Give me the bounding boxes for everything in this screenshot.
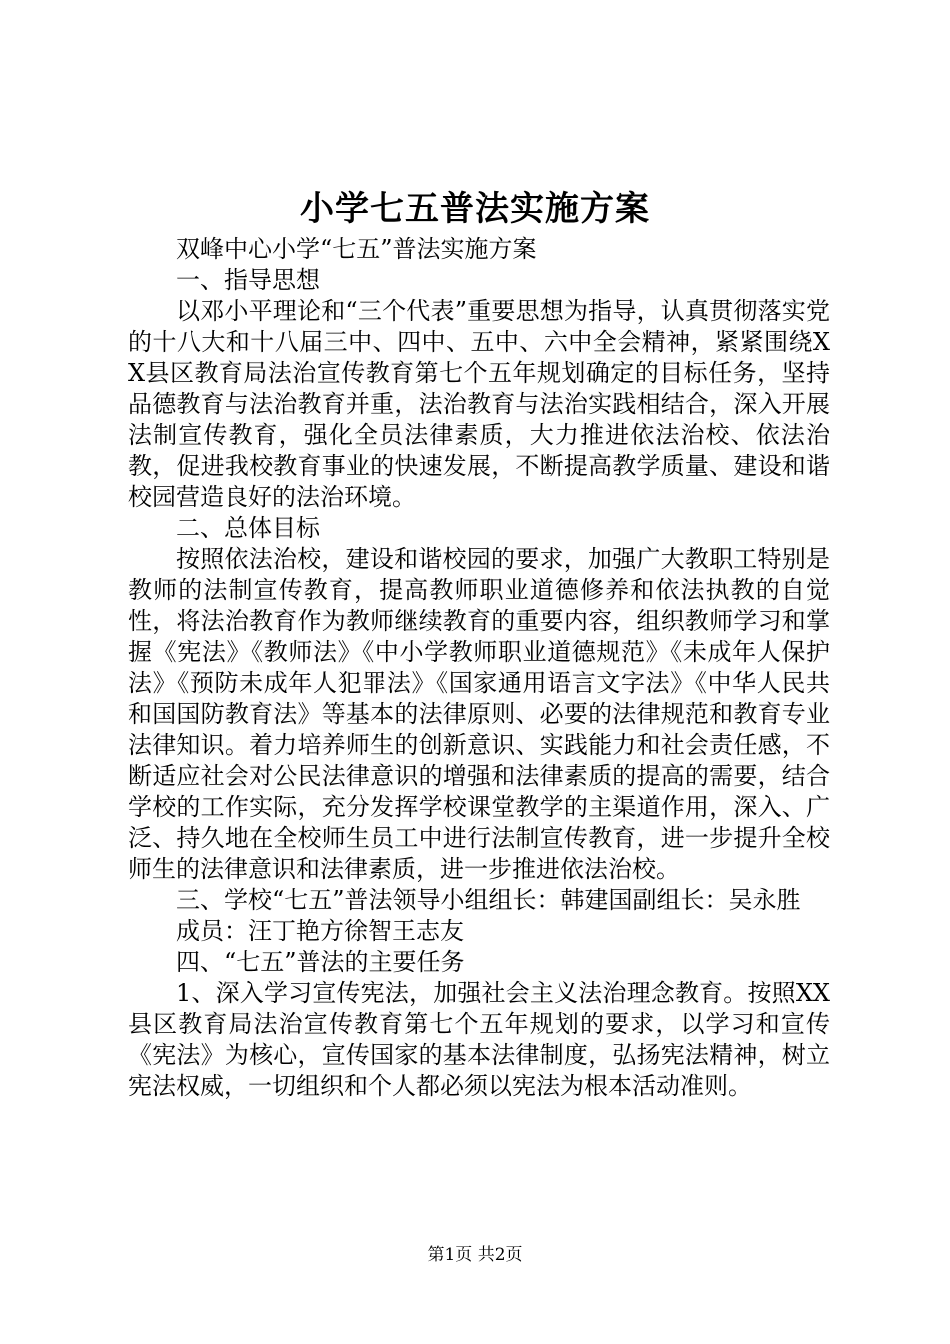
section-heading: 二、总体目标 — [176, 514, 320, 542]
section-heading: 四、“七五”普法的主要任务 — [176, 948, 465, 976]
body-paragraph: 以邓小平理论和“三个代表”重要思想为指导，认真贯彻落实党的十八大和十八届三中、四中、五中、六中全会精神，紧紧围绕XX县区教育局法治宣传教育第七个五年规划确定的目标任务，坚持品德教育与法治教育并重，法治教育与法治实践相结合，深入开展法制宣传教育，强化全员法律素质，大力推进依法治校、依法治教，促进我校教育事业的快速发展，不断提高教学质量、建设和谐校园营造良好的法治环境。 — [128, 297, 830, 511]
section-heading: 三、学校“七五”普法领导小组组长：韩建国副组长：吴永胜 — [176, 886, 801, 914]
document-body — [128, 234, 830, 1102]
document-title: 小学七五普法实施方案 — [300, 189, 650, 229]
body-paragraph: 成员：汪丁艳方徐智王志友 — [176, 917, 464, 945]
page-footer: 第1页 共2页 — [427, 1245, 523, 1265]
body-paragraph: 1、深入学习宣传宪法，加强社会主义法治理念教育。按照XX县区教育局法治宣传教育第七个五年规划的要求，以学习和宣传《宪法》为核心，宣传国家的基本法律制度，弘扬宪法精神，树立宪法权威，一切组织和个人都必须以宪法为根本活动准则。 — [128, 979, 830, 1100]
body-paragraph: 按照依法治校，建设和谐校园的要求，加强广大教职工特别是教师的法制宣传教育，提高教师职业道德修养和依法执教的自觉性，将法治教育作为教师继续教育的重要内容，组织教师学习和掌握《宪法》《教师法》《中小学教师职业道德规范》《未成年人保护法》《预防未成年人犯罪法》《国家通用语言文字法》《中华人民共和国国防教育法》等基本的法律原则、必要的法律规范和教育专业法律知识。着力培养师生的创新意识、实践能力和社会责任感，不断适应社会对公民法律意识的增强和法律素质的提高的需要，结合学校的工作实际，充分发挥学校课堂教学的主渠道作用，深入、广泛、持久地在全校师生员工中进行法制宣传教育，进一步提升全校师生的法律意识和法律素质，进一步推进依法治校。 — [128, 545, 830, 883]
section-heading: 一、指导思想 — [176, 266, 320, 294]
subtitle-paragraph: 双峰中心小学“七五”普法实施方案 — [176, 235, 537, 263]
